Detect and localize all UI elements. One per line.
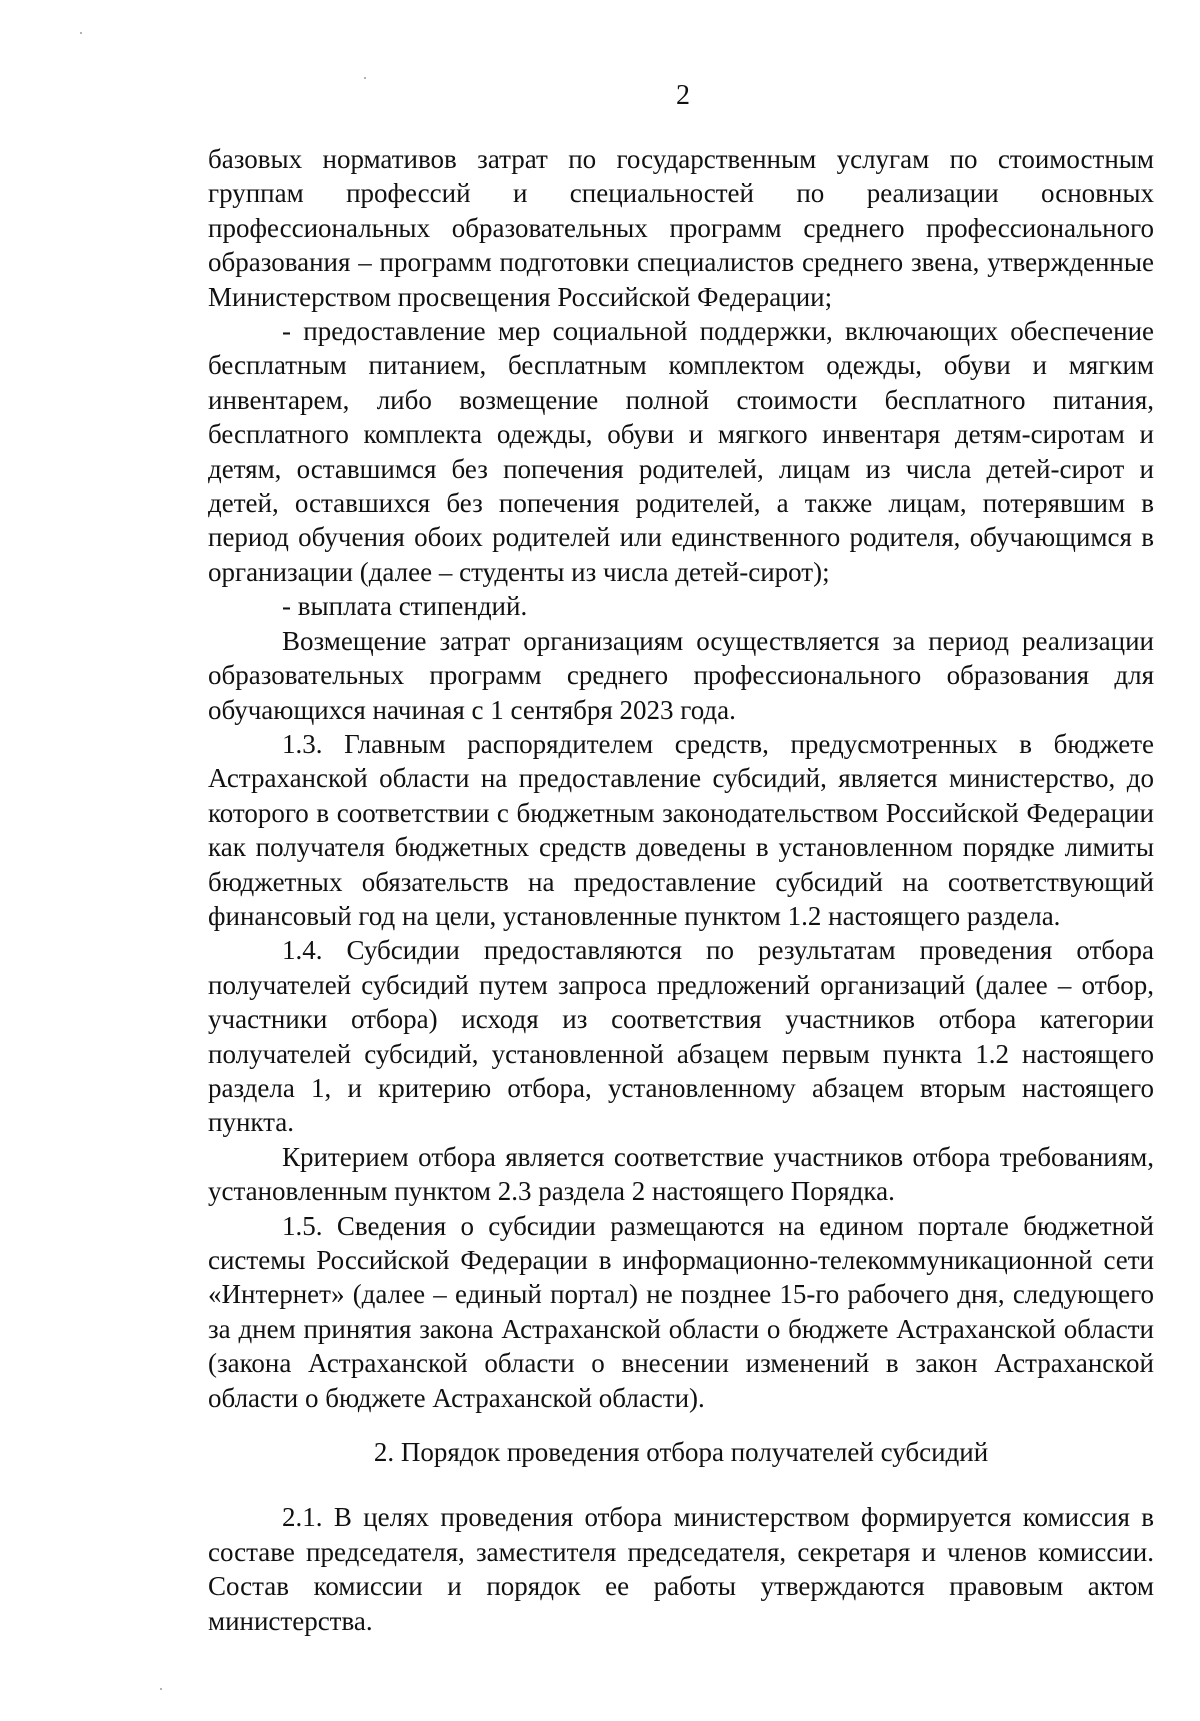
scan-speck — [160, 1688, 162, 1690]
page-number: 2 — [676, 80, 690, 111]
scan-speck — [364, 77, 366, 79]
paragraph-1-3: 1.3. Главным распорядителем средств, предусмотренных в бюджете Астраханской области на предоставление субсидий, является министерство, до которого в соответствии с бюджетным законодательством Российской Федерации как получателя бюджетных средств доведены в установленном порядке лимиты бюджетных обязательств на предоставление субсидий на соответствующий финансовый год на цели, установленные пунктом 1.2 настоящего раздела. — [208, 728, 1154, 931]
paragraph-stipend: - выплата стипендий. — [282, 591, 528, 622]
paragraph-1-5: 1.5. Сведения о субсидии размещаются на едином портале бюджетной системы Российской Федерации в информационно-телекоммуникационной сети «Интернет» (далее – единый портал) не позднее 15-го рабочего дня, следующего за днем принятия закона Астраханской области о бюджете Астраханской области (закона Астраханской области о внесении изменений в закон Астраханской области о бюджете Астраханской области). — [208, 1210, 1154, 1413]
section-2-heading: 2. Порядок проведения отбора получателей субсидий — [373, 1437, 989, 1468]
document-body — [208, 142, 1154, 1638]
paragraph-1-4: 1.4. Субсидии предоставляются по результатам проведения отбора получателей субсидий путем запроса предложений организаций (далее – отбор, участники отбора) исходя из соответствия участников отбора категории получателей субсидий, установленной абзацем первым пункта 1.2 настоящего раздела 1, и критерию отбора, установленному абзацем вторым настоящего пункта. — [208, 935, 1154, 1138]
paragraph-2-1: 2.1. В целях проведения отбора министерством формируется комиссия в составе председателя, заместителя председателя, секретаря и членов комиссии. Состав комиссии и порядок ее работы утверждаются правовым актом министерства. — [208, 1502, 1154, 1636]
paragraph-continuation: базовых нормативов затрат по государственным услугам по стоимостным группам профессий и специальностей по реализации основных профессиональных образовательных программ среднего профессионального образования – программ подготовки специалистов среднего звена, утвержденные Министерством просвещения Российской Федерации; — [208, 144, 1154, 312]
paragraph-cost-reimbursement: Возмещение затрат организациям осуществляется за период реализации образовательных программ среднего профессионального образования для обучающихся начиная с 1 сентября 2023 года. — [208, 625, 1154, 725]
scan-speck — [80, 32, 82, 34]
paragraph-selection-criterion: Критерием отбора является соответствие участников отбора требованиям, установленным пунктом 2.3 раздела 2 настоящего Порядка. — [208, 1141, 1154, 1207]
paragraph-social-support: - предоставление мер социальной поддержки, включающих обеспечение бесплатным питанием, бесплатным комплектом одежды, обуви и мягким инвентарем, либо возмещение полной стоимости бесплатного питания, бесплатного комплекта одежды, обуви и мягкого инвентаря детям-сиротам и детям, оставшимся без попечения родителей, лицам из числа детей-сирот и детей, оставшихся без попечения родителей, а также лицам, потерявшим в период обучения обоих родителей или единственного родителя, обучающимся в организации (далее – студенты из числа детей-сирот); — [208, 316, 1154, 587]
